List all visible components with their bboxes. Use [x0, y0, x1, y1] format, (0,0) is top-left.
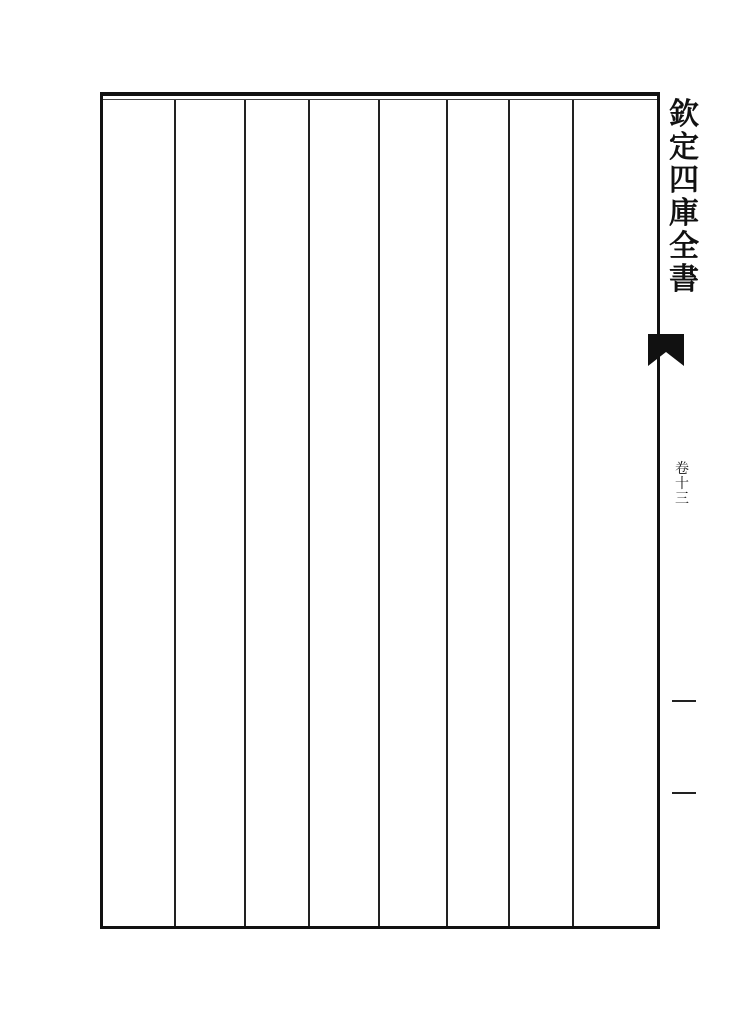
text-column	[250, 110, 302, 920]
margin-volume-number: 卷 十 三	[675, 461, 689, 507]
text-column	[114, 110, 166, 920]
frame-top-border	[100, 92, 660, 96]
fish-tail-mark-icon	[646, 330, 686, 370]
margin-tick	[672, 792, 696, 794]
margin-tick	[672, 700, 696, 702]
column-rule	[308, 100, 310, 926]
text-column	[386, 110, 438, 920]
column-rule	[446, 100, 448, 926]
column-rule	[508, 100, 510, 926]
frame-bottom-border	[100, 926, 660, 929]
text-column	[514, 110, 566, 920]
margin-book-title: 欽 定 四 庫 全 書	[669, 97, 699, 297]
text-column	[182, 110, 234, 920]
column-rule	[378, 100, 380, 926]
column-rule	[244, 100, 246, 926]
column-rule	[174, 100, 176, 926]
text-column	[574, 110, 626, 920]
text-column	[456, 110, 508, 920]
frame-top-inner-border	[100, 99, 660, 100]
text-column	[318, 110, 370, 920]
frame-left-border	[100, 92, 103, 929]
